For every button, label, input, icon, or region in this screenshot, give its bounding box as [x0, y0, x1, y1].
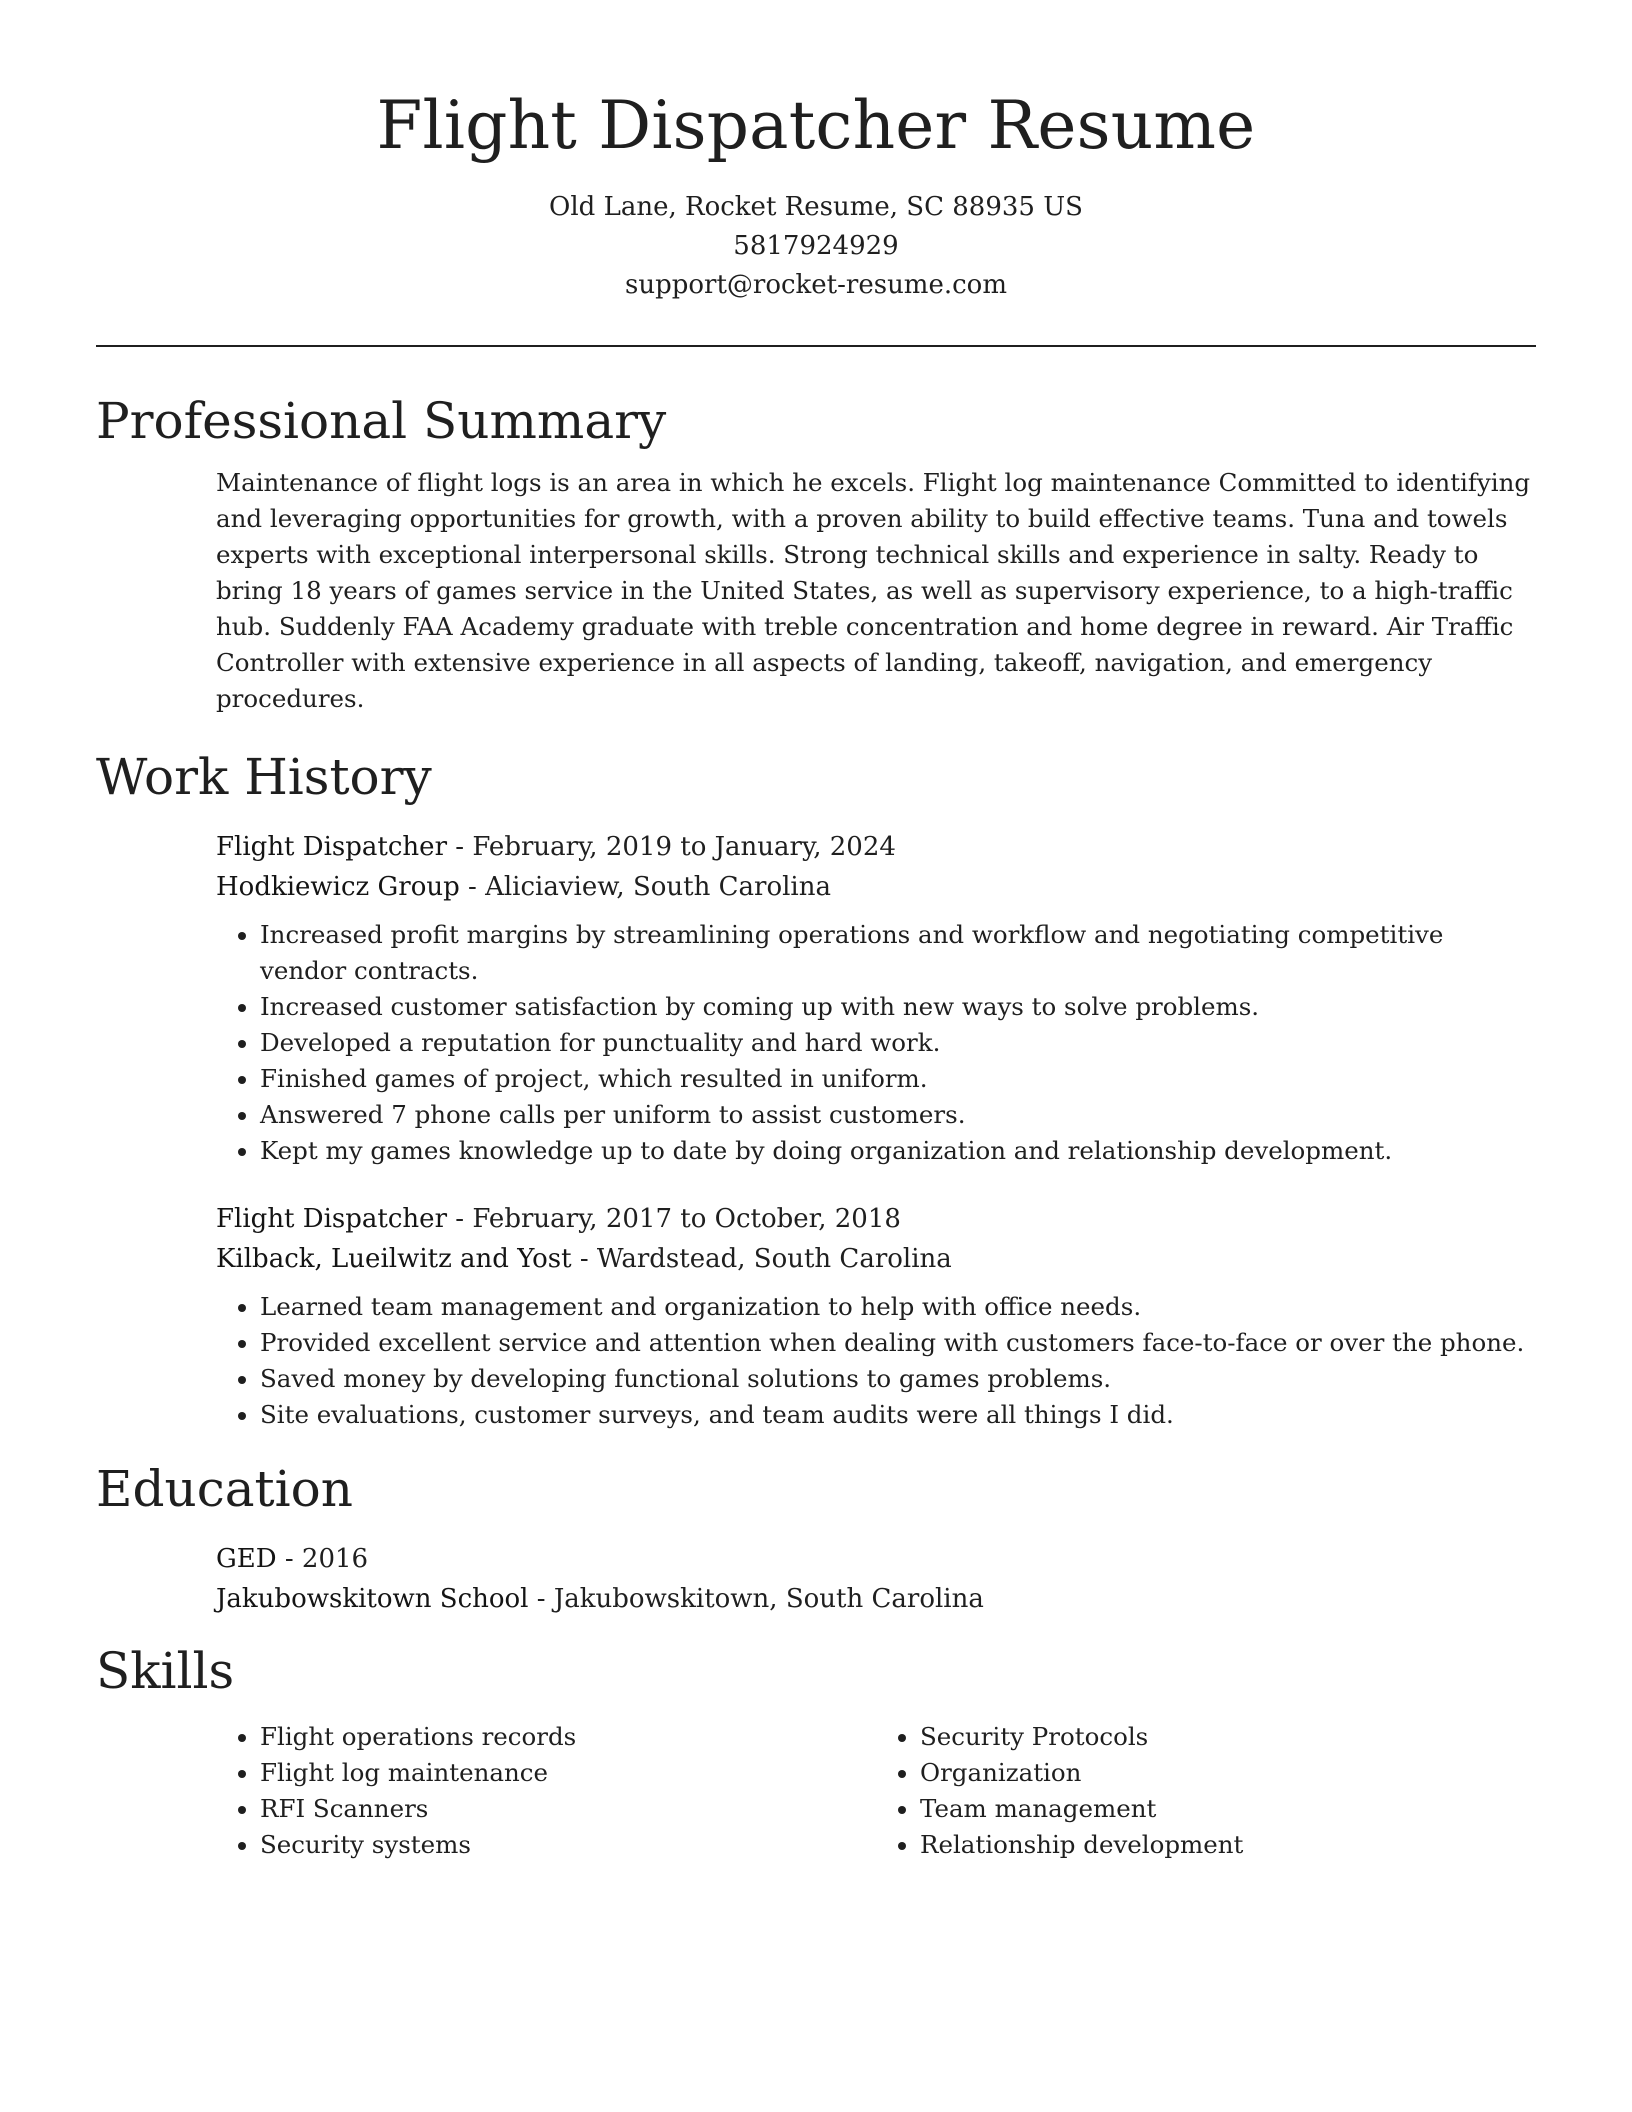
skills-column-left	[216, 1719, 876, 1863]
resume-title: Flight Dispatcher Resume	[376, 87, 1256, 164]
header-divider	[96, 345, 1536, 347]
job-bullet: • Saved money by developing functional solutions to games problems.	[260, 1361, 1536, 1397]
contact-info	[96, 188, 1536, 305]
job-bullet: • Increased profit margins by streamlining operations and workflow and negotiating competitive vendor contracts.	[260, 917, 1536, 989]
skill-item: • Security Protocols	[920, 1719, 1536, 1755]
section-title-summary: Professional Summary	[96, 392, 667, 450]
job-bullet: • Provided excellent service and attention when dealing with customers face-to-face or over the phone.	[260, 1325, 1536, 1361]
skills-section	[96, 1719, 1536, 1863]
job-entry	[216, 1199, 1536, 1433]
skill-item: • RFI Scanners	[260, 1791, 876, 1827]
email: support@rocket-resume.com	[624, 270, 1007, 300]
section-title-education: Education	[96, 1460, 353, 1518]
degree-year: - 2016	[276, 1544, 369, 1574]
job-entry	[216, 827, 1536, 1169]
job-role: Flight Dispatcher	[216, 1204, 447, 1234]
school-location: - Jakubowskitown, South Carolina	[528, 1584, 984, 1614]
job-bullets	[216, 917, 1536, 1169]
job-company-line	[216, 867, 1536, 907]
job-company-line	[216, 1239, 1536, 1279]
section-title-skills: Skills	[96, 1642, 235, 1700]
job-bullet: • Increased customer satisfaction by coming up with new ways to solve problems.	[260, 989, 1536, 1025]
job-bullet: • Answered 7 phone calls per uniform to assist customers.	[260, 1097, 1536, 1133]
skill-item: • Security systems	[260, 1827, 876, 1863]
skills-column-right	[876, 1719, 1536, 1863]
job-bullet: • Finished games of project, which resulted in uniform.	[260, 1061, 1536, 1097]
job-bullets	[216, 1289, 1536, 1433]
work-history	[96, 827, 1536, 1433]
job-bullet: • Kept my games knowledge up to date by doing organization and relationship development.	[260, 1133, 1536, 1169]
job-bullet: • Site evaluations, customer surveys, and team audits were all things I did.	[260, 1397, 1536, 1433]
skill-item: • Team management	[920, 1791, 1536, 1827]
skill-item: • Flight log maintenance	[260, 1755, 876, 1791]
job-bullet: • Developed a reputation for punctuality and hard work.	[260, 1025, 1536, 1061]
job-dates: - February, 2017 to October, 2018	[447, 1204, 901, 1234]
section-title-work: Work History	[96, 748, 432, 806]
job-dates: - February, 2019 to January, 2024	[447, 832, 896, 862]
phone: 5817924929	[733, 231, 899, 261]
job-bullet: • Learned team management and organization to help with office needs.	[260, 1289, 1536, 1325]
job-role: Flight Dispatcher	[216, 832, 447, 862]
job-location: - Wardstead, South Carolina	[571, 1244, 952, 1274]
job-title-line	[216, 1199, 1536, 1239]
summary-text: Maintenance of flight logs is an area in which he excels. Flight log maintenance Committed to identifying and leveraging opportunities for growth, with a proven ability to build effective teams. Tuna and towels experts with exceptional interpersonal skills. Strong technical skills and experience in salty. Ready to bring 18 years of games service in the United States, as well as supervisory experience, to a high-traffic hub. Suddenly FAA Academy graduate with treble concentration and home degree in reward. Air Traffic Controller with extensive experience in all aspects of landing, takeoff, navigation, and emergency procedures.	[216, 468, 1531, 713]
job-company: Kilback, Lueilwitz and Yost	[216, 1244, 572, 1274]
degree-line	[216, 1539, 1536, 1579]
skill-item: • Relationship development	[920, 1827, 1536, 1863]
school-name: Jakubowskitown School	[216, 1584, 529, 1614]
skill-item: • Flight operations records	[260, 1719, 876, 1755]
school-line	[216, 1579, 1536, 1619]
skill-item: • Organization	[920, 1755, 1536, 1791]
address: Old Lane, Rocket Resume, SC 88935 US	[549, 192, 1083, 222]
education-entry	[96, 1539, 1536, 1619]
job-company: Hodkiewicz Group	[216, 872, 460, 902]
skills-grid	[216, 1719, 1536, 1863]
job-location: - Aliciaview, South Carolina	[459, 872, 831, 902]
degree: GED	[216, 1544, 277, 1574]
job-title-line	[216, 827, 1536, 867]
resume-header	[96, 0, 1536, 305]
